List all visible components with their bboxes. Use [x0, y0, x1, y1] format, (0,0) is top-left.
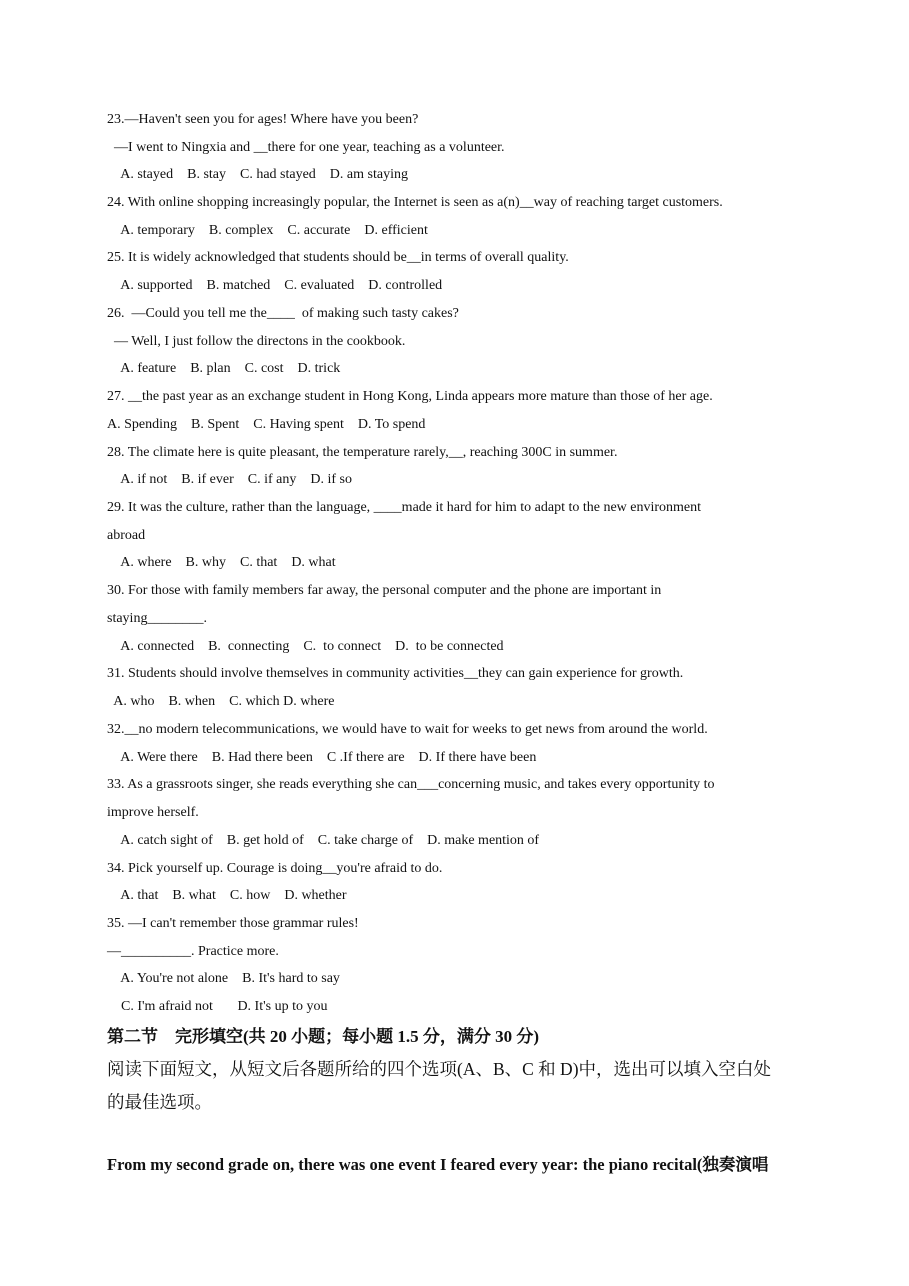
question-24-stem: 24. With online shopping increasingly popular, the Internet is seen as a(n)__way of reaching target customers.	[107, 195, 723, 210]
question-25-options: A. supported B. matched C. evaluated D. controlled	[107, 278, 443, 293]
question-34-stem: 34. Pick yourself up. Courage is doing__you're afraid to do.	[107, 861, 443, 876]
question-23-answer-line: —I went to Ningxia and __there for one year, teaching as a volunteer.	[107, 140, 505, 155]
question-32-stem: 32.__no modern telecommunications, we would have to wait for weeks to get news from around the world.	[107, 722, 708, 737]
question-27-stem: 27. __the past year as an exchange student in Hong Kong, Linda appears more mature than those of her age.	[107, 389, 713, 404]
question-29-stem-continued: abroad	[107, 528, 146, 543]
question-25-stem: 25. It is widely acknowledged that students should be__in terms of overall quality.	[107, 250, 569, 265]
question-33-stem-continued: improve herself.	[107, 805, 199, 820]
question-31-options: A. who B. when C. which D. where	[107, 694, 335, 709]
question-33-stem: 33. As a grassroots singer, she reads everything she can___concerning music, and takes every opportunity to	[107, 777, 715, 792]
section-instructions-line-2: 的最佳选项。	[107, 1092, 212, 1112]
question-35-options-ab: A. You're not alone B. It's hard to say	[107, 971, 340, 986]
question-23-stem: 23.—Haven't seen you for ages! Where have you been?	[107, 112, 419, 127]
section-instructions-line-1: 阅读下面短文，从短文后各题所给的四个选项(A、B、C 和 D)中，选出可以填入空白处	[107, 1059, 772, 1079]
question-26-options: A. feature B. plan C. cost D. trick	[107, 361, 341, 376]
question-35-options-cd: C. I'm afraid not D. It's up to you	[107, 999, 328, 1014]
question-35-stem: 35. —I can't remember those grammar rules!	[107, 916, 359, 931]
question-35-answer-line: —__________. Practice more.	[107, 944, 279, 959]
question-23-options: A. stayed B. stay C. had stayed D. am staying	[107, 167, 408, 182]
question-29-stem: 29. It was the culture, rather than the language, ____made it hard for him to adapt to the new environment	[107, 500, 702, 515]
question-29-options: A. where B. why C. that D. what	[107, 555, 336, 570]
question-33-options: A. catch sight of B. get hold of C. take charge of D. make mention of	[107, 833, 540, 848]
question-32-options: A. Were there B. Had there been C .If there are D. If there have been	[107, 750, 537, 765]
passage-first-line: From my second grade on, there was one event I feared every year: the piano recital(独奏演唱	[107, 1155, 769, 1174]
question-27-options: A. Spending B. Spent C. Having spent D. To spend	[107, 417, 426, 432]
question-30-stem-continued: staying________.	[107, 611, 207, 626]
question-28-options: A. if not B. if ever C. if any D. if so	[107, 472, 352, 487]
question-34-options: A. that B. what C. how D. whether	[107, 888, 347, 903]
question-26-answer-line: — Well, I just follow the directons in the cookbook.	[107, 334, 406, 349]
question-31-stem: 31. Students should involve themselves in community activities__they can gain experience for growth.	[107, 666, 684, 681]
question-24-options: A. temporary B. complex C. accurate D. efficient	[107, 223, 428, 238]
section-heading: 第二节 完形填空(共 20 小题；每小题 1.5 分，满分 30 分)	[107, 1027, 540, 1046]
question-30-stem: 30. For those with family members far away, the personal computer and the phone are important in	[107, 583, 662, 598]
question-26-stem: 26. —Could you tell me the____ of making such tasty cakes?	[107, 306, 459, 321]
question-30-options: A. connected B. connecting C. to connect D. to be connected	[107, 639, 504, 654]
question-28-stem: 28. The climate here is quite pleasant, the temperature rarely,__, reaching 300C in summer.	[107, 445, 618, 460]
